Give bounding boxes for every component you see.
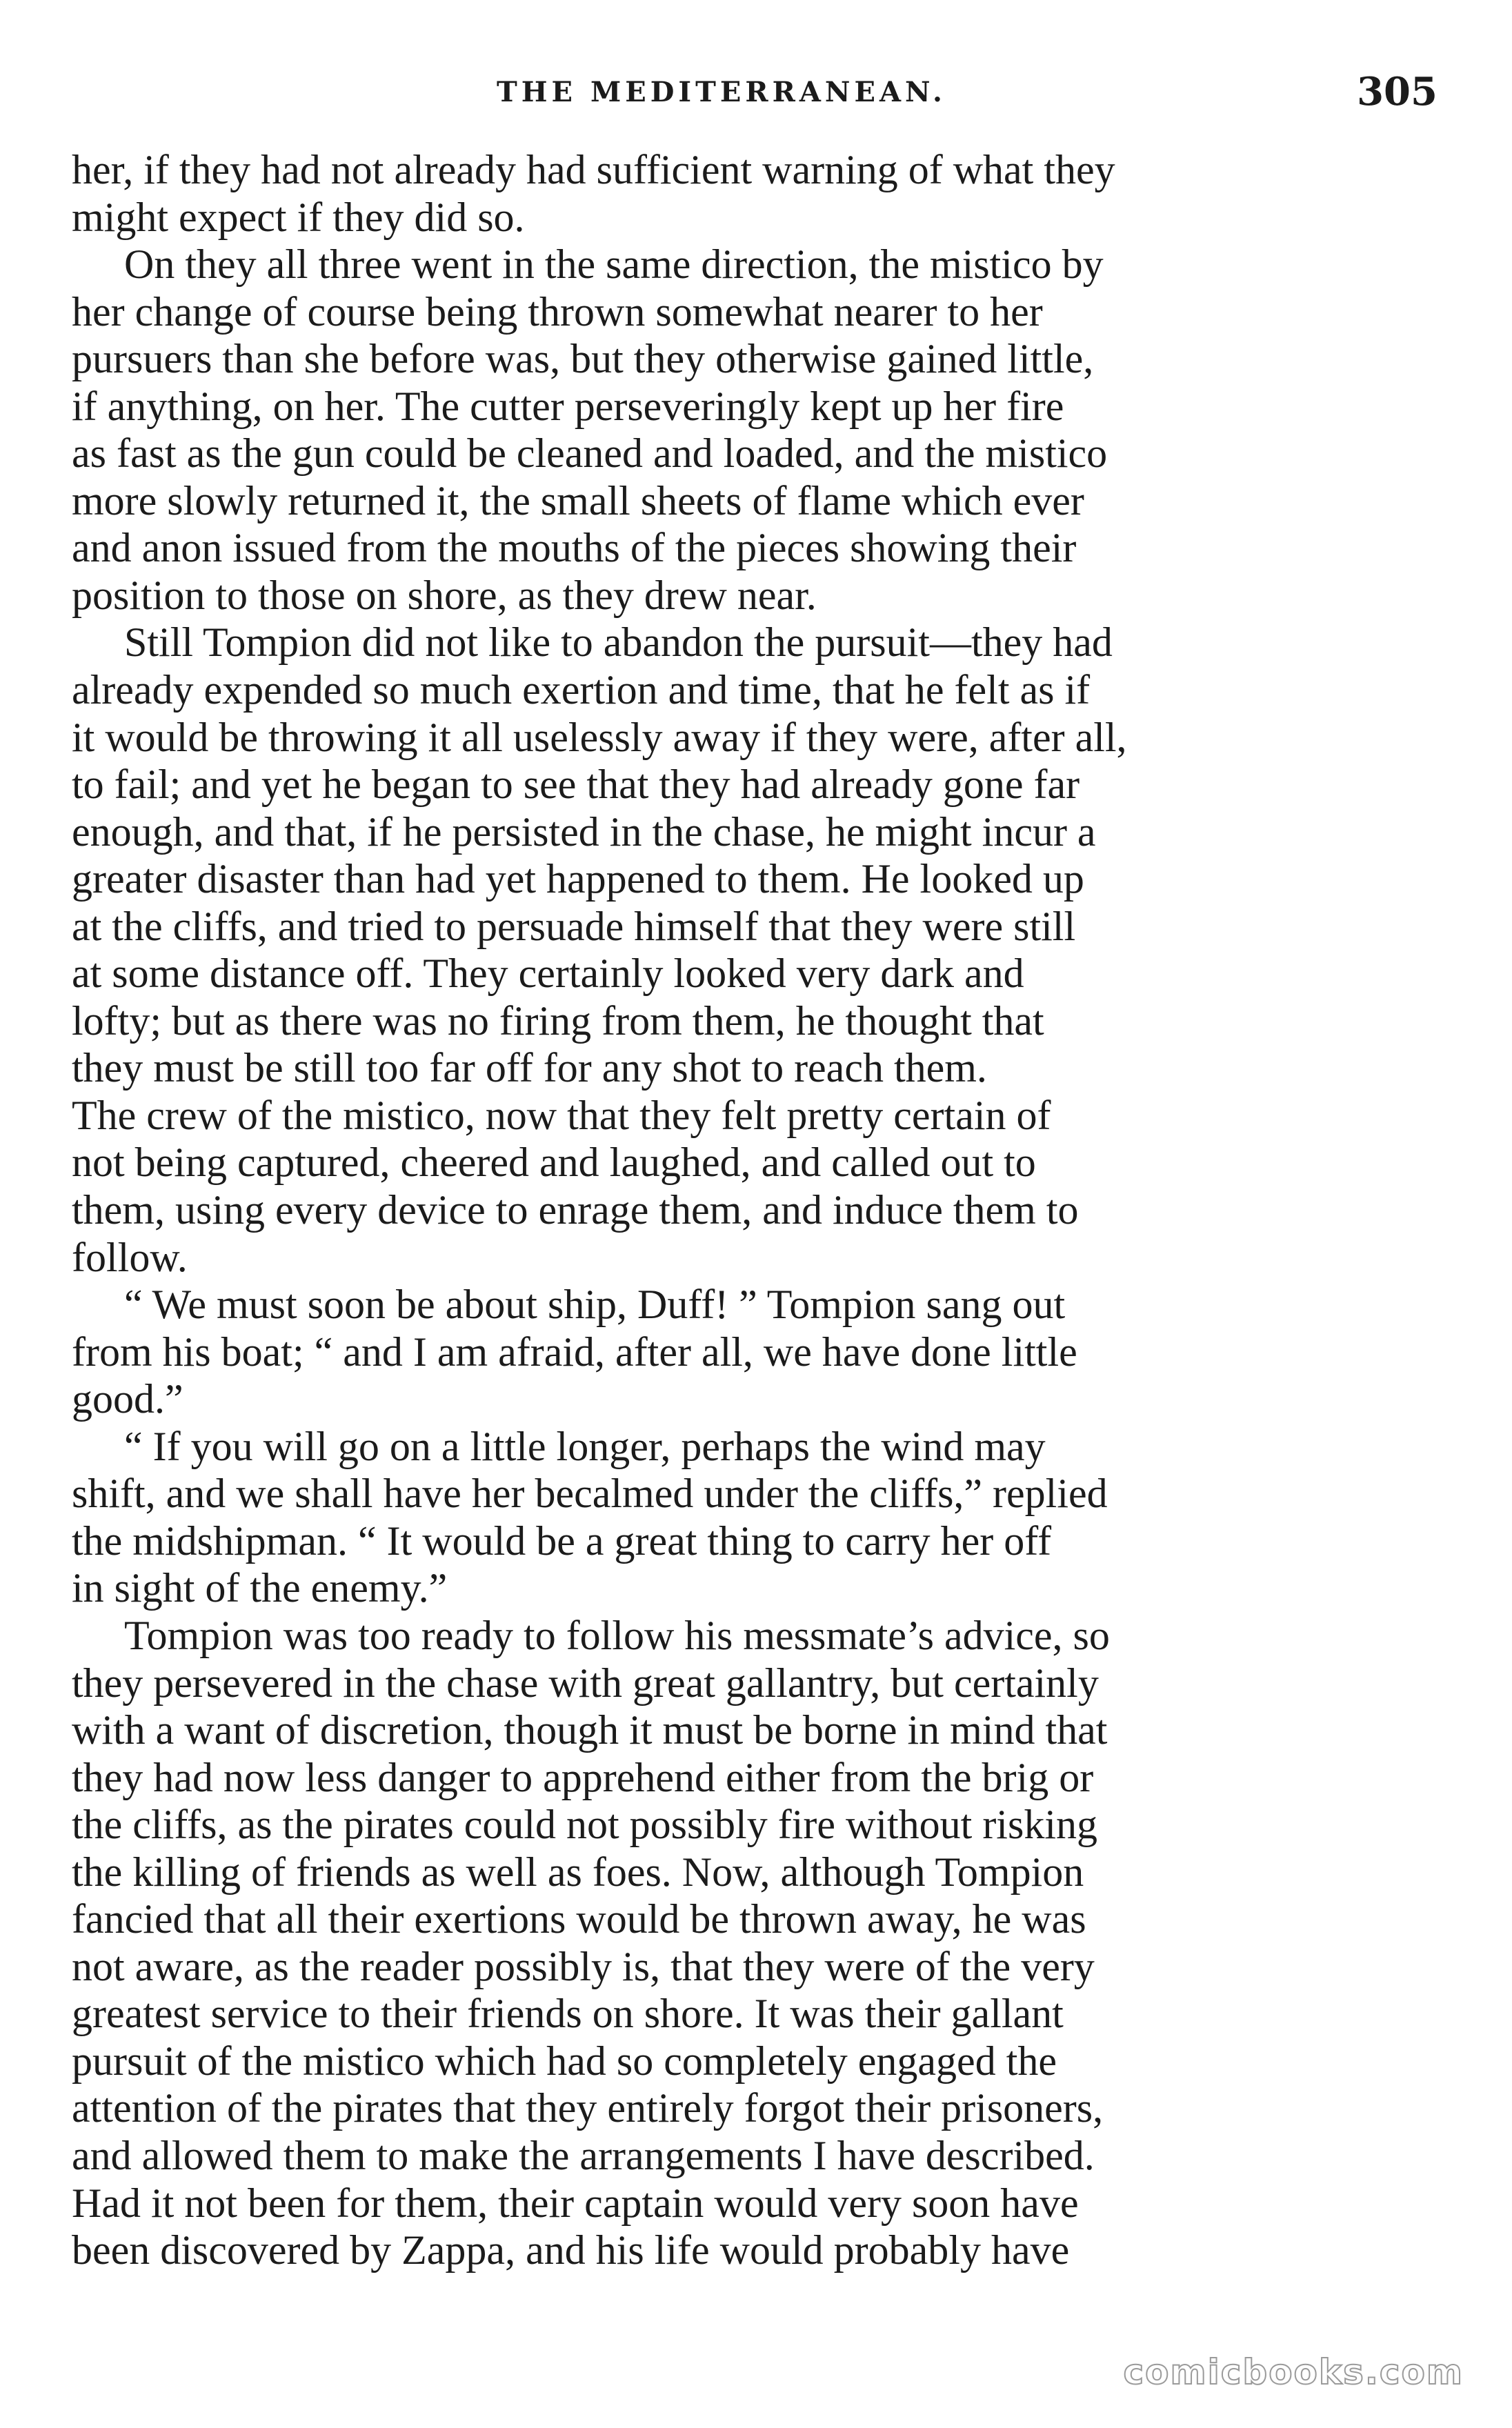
text-line: they had now less danger to apprehend either from the brig or bbox=[72, 1754, 1094, 1800]
text-line: in sight of the enemy.” bbox=[72, 1565, 448, 1611]
running-header bbox=[0, 63, 1512, 119]
text-line: her change of course being thrown somewhat nearer to her bbox=[72, 288, 1043, 335]
text-line: pursuers than she before was, but they otherwise gained little, bbox=[72, 336, 1094, 382]
text-line: lofty; but as there was no firing from them, he thought that bbox=[72, 997, 1044, 1044]
text-line: good.” bbox=[72, 1376, 183, 1422]
text-line: her, if they had not already had sufficient warning of what they bbox=[72, 147, 1115, 192]
text-line: to fail; and yet he began to see that they had already gone far bbox=[72, 762, 1080, 808]
text-line: they persevered in the chase with great gallantry, but certainly bbox=[72, 1660, 1099, 1706]
text-line: and allowed them to make the arrangements I have described. bbox=[72, 2132, 1095, 2178]
text-line: as fast as the gun could be cleaned and loaded, and the mistico bbox=[72, 430, 1108, 477]
running-title: THE MEDITERRANEAN. bbox=[497, 76, 946, 108]
text-line: might expect if they did so. bbox=[72, 194, 525, 240]
text-line: not aware, as the reader possibly is, that they were of the very bbox=[72, 1943, 1095, 1989]
text-line: shift, and we shall have her becalmed under the cliffs,” replied bbox=[72, 1471, 1108, 1517]
body-text bbox=[72, 146, 1432, 2274]
page-number: 305 bbox=[1357, 69, 1438, 115]
text-line: if anything, on her. The cutter perseveringly kept up her fire bbox=[72, 383, 1064, 429]
text-line: not being captured, cheered and laughed, and called out to bbox=[72, 1140, 1036, 1186]
text-line: from his boat; “ and I am afraid, after all, we have done little bbox=[72, 1329, 1077, 1375]
paragraph-start-line: Tompion was too ready to follow his messmate’s advice, so bbox=[124, 1612, 1110, 1658]
text-line: attention of the pirates that they entirely forgot their prisoners, bbox=[72, 2085, 1104, 2131]
text-line: greatest service to their friends on shore. It was their gallant bbox=[72, 1991, 1064, 2037]
text-line: the killing of friends as well as foes. Now, although Tompion bbox=[72, 1849, 1084, 1895]
watermark: comicbooks.com bbox=[1123, 2352, 1464, 2392]
text-line: at the cliffs, and tried to persuade himself that they were still bbox=[72, 903, 1076, 949]
text-line: they must be still too far off for any shot to reach them. bbox=[72, 1045, 987, 1091]
text-line: Had it not been for them, their captain would very soon have bbox=[72, 2180, 1079, 2226]
text-line: greater disaster than had yet happened to them. He looked up bbox=[72, 856, 1084, 902]
text-line: the midshipman. “ It would be a great thing to carry her off bbox=[72, 1518, 1052, 1564]
text-line: already expended so much exertion and time, that he felt as if bbox=[72, 667, 1091, 713]
text-line: been discovered by Zappa, and his life would probably have bbox=[72, 2227, 1070, 2273]
text-line: follow. bbox=[72, 1234, 188, 1280]
paragraph-start-line: Still Tompion did not like to abandon the pursuit—they had bbox=[124, 619, 1113, 666]
paragraph-start-line: On they all three went in the same direction, the mistico by bbox=[124, 241, 1104, 288]
text-line: The crew of the mistico, now that they felt pretty certain of bbox=[72, 1092, 1051, 1138]
text-line: the cliffs, as the pirates could not possibly fire without risking bbox=[72, 1802, 1097, 1848]
text-line: position to those on shore, as they drew near. bbox=[72, 572, 817, 618]
paragraph-start-line: “ We must soon be about ship, Duff! ” Tompion sang out bbox=[124, 1282, 1066, 1328]
text-line: at some distance off. They certainly looked very dark and bbox=[72, 951, 1024, 997]
text-line: enough, and that, if he persisted in the chase, he might incur a bbox=[72, 808, 1096, 855]
paragraph-start-line: “ If you will go on a little longer, perhaps the wind may bbox=[124, 1423, 1046, 1469]
text-line: pursuit of the mistico which had so completely engaged the bbox=[72, 2038, 1057, 2084]
text-line: with a want of discretion, though it must be borne in mind that bbox=[72, 1707, 1108, 1753]
text-line: it would be throwing it all uselessly away if they were, after all, bbox=[72, 714, 1127, 760]
text-line: and anon issued from the mouths of the pieces showing their bbox=[72, 525, 1077, 571]
text-line: more slowly returned it, the small sheets of flame which ever bbox=[72, 477, 1084, 524]
text-line: fancied that all their exertions would be thrown away, he was bbox=[72, 1896, 1086, 1942]
text-line: them, using every device to enrage them, and induce them to bbox=[72, 1187, 1079, 1233]
